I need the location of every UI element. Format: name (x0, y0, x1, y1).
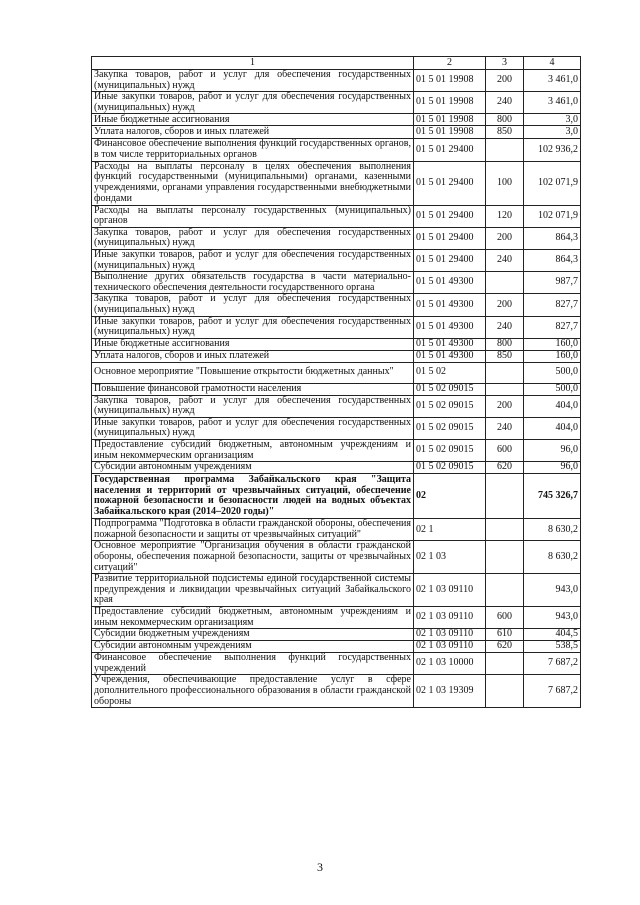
cell-amount: 102 071,9 (524, 161, 581, 205)
table-row (92, 272, 581, 294)
cell-name: Субсидии бюджетным учреждениям (92, 629, 414, 641)
table-row (92, 541, 581, 574)
table-row (92, 462, 581, 474)
cell-code: 01 5 02 09015 (414, 383, 486, 395)
cell-expense-type: 200 (486, 227, 524, 249)
table-row (92, 338, 581, 350)
cell-code: 01 5 02 (414, 362, 486, 383)
table-row (92, 417, 581, 439)
table-row (92, 474, 581, 519)
cell-expense-type: 620 (486, 462, 524, 474)
cell-code: 02 (414, 474, 486, 519)
table-row (92, 383, 581, 395)
cell-code: 01 5 01 19908 (414, 92, 486, 114)
cell-expense-type: 800 (486, 114, 524, 126)
cell-name: Уплата налогов, сборов и иных платежей (92, 350, 414, 362)
cell-amount: 745 326,7 (524, 474, 581, 519)
header-col-1: 1 (92, 57, 414, 70)
cell-amount: 827,7 (524, 294, 581, 316)
cell-name: Подпрограмма "Подготовка в области гражданской обороны, обеспечения пожарной безопасности и защиты от чрезвычайных ситуаций" (92, 519, 414, 541)
header-col-2: 2 (414, 57, 486, 70)
cell-amount: 864,3 (524, 249, 581, 271)
cell-name: Субсидии автономным учреждениям (92, 462, 414, 474)
cell-code: 01 5 02 09015 (414, 440, 486, 462)
cell-name: Развитие территориальной подсистемы единой государственной системы предупреждения и ликвидации чрезвычайных ситуаций Забайкальского края (92, 574, 414, 607)
cell-name: Иные бюджетные ассигнования (92, 114, 414, 126)
table-row (92, 574, 581, 607)
cell-code: 02 1 03 09110 (414, 607, 486, 629)
cell-code: 01 5 01 19908 (414, 70, 486, 92)
cell-code: 01 5 02 09015 (414, 462, 486, 474)
cell-amount: 3 461,0 (524, 70, 581, 92)
cell-amount: 404,0 (524, 395, 581, 417)
table-row (92, 362, 581, 383)
cell-code: 01 5 01 19908 (414, 114, 486, 126)
cell-code: 01 5 01 29400 (414, 139, 486, 161)
cell-expense-type (486, 574, 524, 607)
cell-expense-type: 240 (486, 249, 524, 271)
cell-name: Закупка товаров, работ и услуг для обеспечения государственных (муниципальных) нужд (92, 227, 414, 249)
cell-code: 01 5 01 49300 (414, 338, 486, 350)
cell-expense-type (486, 272, 524, 294)
cell-expense-type: 850 (486, 350, 524, 362)
cell-amount: 102 936,2 (524, 139, 581, 161)
cell-expense-type: 120 (486, 205, 524, 227)
header-col-4: 4 (524, 57, 581, 70)
cell-expense-type: 100 (486, 161, 524, 205)
cell-expense-type (486, 474, 524, 519)
cell-amount: 404,5 (524, 629, 581, 641)
cell-name: Иные закупки товаров, работ и услуг для обеспечения государственных (муниципальных) нужд (92, 417, 414, 439)
cell-code: 02 1 03 10000 (414, 653, 486, 675)
cell-amount: 943,0 (524, 574, 581, 607)
cell-code: 01 5 01 49300 (414, 294, 486, 316)
table-row (92, 227, 581, 249)
cell-amount: 8 630,2 (524, 541, 581, 574)
cell-expense-type: 240 (486, 316, 524, 338)
cell-name: Субсидии автономным учреждениям (92, 641, 414, 653)
cell-code: 02 1 03 09110 (414, 641, 486, 653)
cell-amount: 943,0 (524, 607, 581, 629)
table-row (92, 70, 581, 92)
cell-amount: 987,7 (524, 272, 581, 294)
table-row (92, 629, 581, 641)
table-row (92, 440, 581, 462)
cell-amount: 500,0 (524, 383, 581, 395)
cell-code: 01 5 01 49300 (414, 316, 486, 338)
table-body (92, 70, 581, 708)
cell-code: 01 5 02 09015 (414, 395, 486, 417)
budget-table (91, 56, 581, 708)
table-row (92, 653, 581, 675)
cell-amount: 538,5 (524, 641, 581, 653)
cell-amount: 864,3 (524, 227, 581, 249)
cell-expense-type: 200 (486, 395, 524, 417)
cell-amount: 160,0 (524, 350, 581, 362)
cell-name: Выполнение других обязательств государства в части материально-технического обеспечения деятельности государственного органа (92, 272, 414, 294)
cell-name: Предоставление субсидий бюджетным, автономным учреждениям и иным некоммерческим организациям (92, 440, 414, 462)
cell-expense-type: 200 (486, 294, 524, 316)
cell-code: 02 1 03 09110 (414, 574, 486, 607)
cell-name: Финансовое обеспечение выполнения функций государственных органов, в том числе территориальных органов (92, 139, 414, 161)
table-row (92, 205, 581, 227)
cell-name: Закупка товаров, работ и услуг для обеспечения государственных (муниципальных) нужд (92, 70, 414, 92)
cell-name: Иные закупки товаров, работ и услуг для обеспечения государственных (муниципальных) нужд (92, 92, 414, 114)
cell-amount: 7 687,2 (524, 675, 581, 708)
cell-amount: 8 630,2 (524, 519, 581, 541)
cell-code: 01 5 01 29400 (414, 205, 486, 227)
cell-code: 01 5 02 09015 (414, 417, 486, 439)
cell-name: Основное мероприятие "Повышение открытости бюджетных данных" (92, 362, 414, 383)
table-row (92, 92, 581, 114)
cell-expense-type: 620 (486, 641, 524, 653)
cell-name: Расходы на выплаты персоналу государственных (муниципальных) органов (92, 205, 414, 227)
cell-expense-type: 240 (486, 92, 524, 114)
cell-code: 01 5 01 49300 (414, 272, 486, 294)
cell-code: 02 1 03 (414, 541, 486, 574)
cell-amount: 102 071,9 (524, 205, 581, 227)
table-row (92, 675, 581, 708)
cell-amount: 404,0 (524, 417, 581, 439)
cell-expense-type: 610 (486, 629, 524, 641)
cell-name: Финансовое обеспечение выполнения функций государственных учреждений (92, 653, 414, 675)
cell-expense-type (486, 383, 524, 395)
cell-amount: 160,0 (524, 338, 581, 350)
cell-expense-type: 240 (486, 417, 524, 439)
table-row (92, 294, 581, 316)
cell-code: 02 1 (414, 519, 486, 541)
cell-expense-type (486, 139, 524, 161)
table-row (92, 607, 581, 629)
cell-expense-type: 200 (486, 70, 524, 92)
cell-expense-type: 800 (486, 338, 524, 350)
cell-code: 02 1 03 19309 (414, 675, 486, 708)
cell-code: 02 1 03 09110 (414, 629, 486, 641)
cell-code: 01 5 01 19908 (414, 126, 486, 139)
cell-amount: 7 687,2 (524, 653, 581, 675)
cell-name: Иные закупки товаров, работ и услуг для обеспечения государственных (муниципальных) нужд (92, 249, 414, 271)
cell-name: Расходы на выплаты персоналу в целях обеспечения выполнения функций государственными (муниципальными) органами, казенными учреждениями, органами управления государственными внебюджетными фондами (92, 161, 414, 205)
cell-name: Закупка товаров, работ и услуг для обеспечения государственных (муниципальных) нужд (92, 294, 414, 316)
table-row (92, 519, 581, 541)
cell-name: Основное мероприятие "Организация обучения в области гражданской обороны, обеспечения пожарной безопасности, защиты от чрезвычайных ситуаций" (92, 541, 414, 574)
table-row (92, 350, 581, 362)
cell-code: 01 5 01 49300 (414, 350, 486, 362)
cell-name: Иные закупки товаров, работ и услуг для обеспечения государственных (муниципальных) нужд (92, 316, 414, 338)
table-row (92, 395, 581, 417)
header-row (92, 57, 581, 70)
table-row (92, 316, 581, 338)
cell-name: Уплата налогов, сборов и иных платежей (92, 126, 414, 139)
cell-name: Повышение финансовой грамотности населения (92, 383, 414, 395)
table-row (92, 126, 581, 139)
cell-code: 01 5 01 29400 (414, 227, 486, 249)
table-row (92, 161, 581, 205)
cell-expense-type (486, 541, 524, 574)
cell-expense-type: 600 (486, 607, 524, 629)
header-col-3: 3 (486, 57, 524, 70)
cell-amount: 3,0 (524, 114, 581, 126)
cell-expense-type (486, 653, 524, 675)
cell-name: Иные бюджетные ассигнования (92, 338, 414, 350)
table-row (92, 139, 581, 161)
page-number: 3 (317, 860, 323, 874)
cell-expense-type (486, 519, 524, 541)
cell-name: Закупка товаров, работ и услуг для обеспечения государственных (муниципальных) нужд (92, 395, 414, 417)
cell-name: Государственная программа Забайкальского края "Защита населения и территорий от чрезвычайных ситуаций, обеспечение пожарной безопасности и безопасности людей на водных объектах Забайкальского края (2014–2020 годы)" (92, 474, 414, 519)
cell-amount: 3,0 (524, 126, 581, 139)
table-row (92, 114, 581, 126)
cell-code: 01 5 01 29400 (414, 249, 486, 271)
cell-expense-type: 850 (486, 126, 524, 139)
cell-name: Предоставление субсидий бюджетным, автономным учреждениям и иным некоммерческим организациям (92, 607, 414, 629)
table-row (92, 641, 581, 653)
cell-amount: 96,0 (524, 440, 581, 462)
cell-amount: 3 461,0 (524, 92, 581, 114)
table-row (92, 249, 581, 271)
cell-expense-type: 600 (486, 440, 524, 462)
cell-amount: 500,0 (524, 362, 581, 383)
cell-expense-type (486, 675, 524, 708)
cell-name: Учреждения, обеспечивающие предоставление услуг в сфере дополнительного профессионального образования в области гражданской обороны (92, 675, 414, 708)
cell-code: 01 5 01 29400 (414, 161, 486, 205)
cell-amount: 96,0 (524, 462, 581, 474)
cell-amount: 827,7 (524, 316, 581, 338)
cell-expense-type (486, 362, 524, 383)
